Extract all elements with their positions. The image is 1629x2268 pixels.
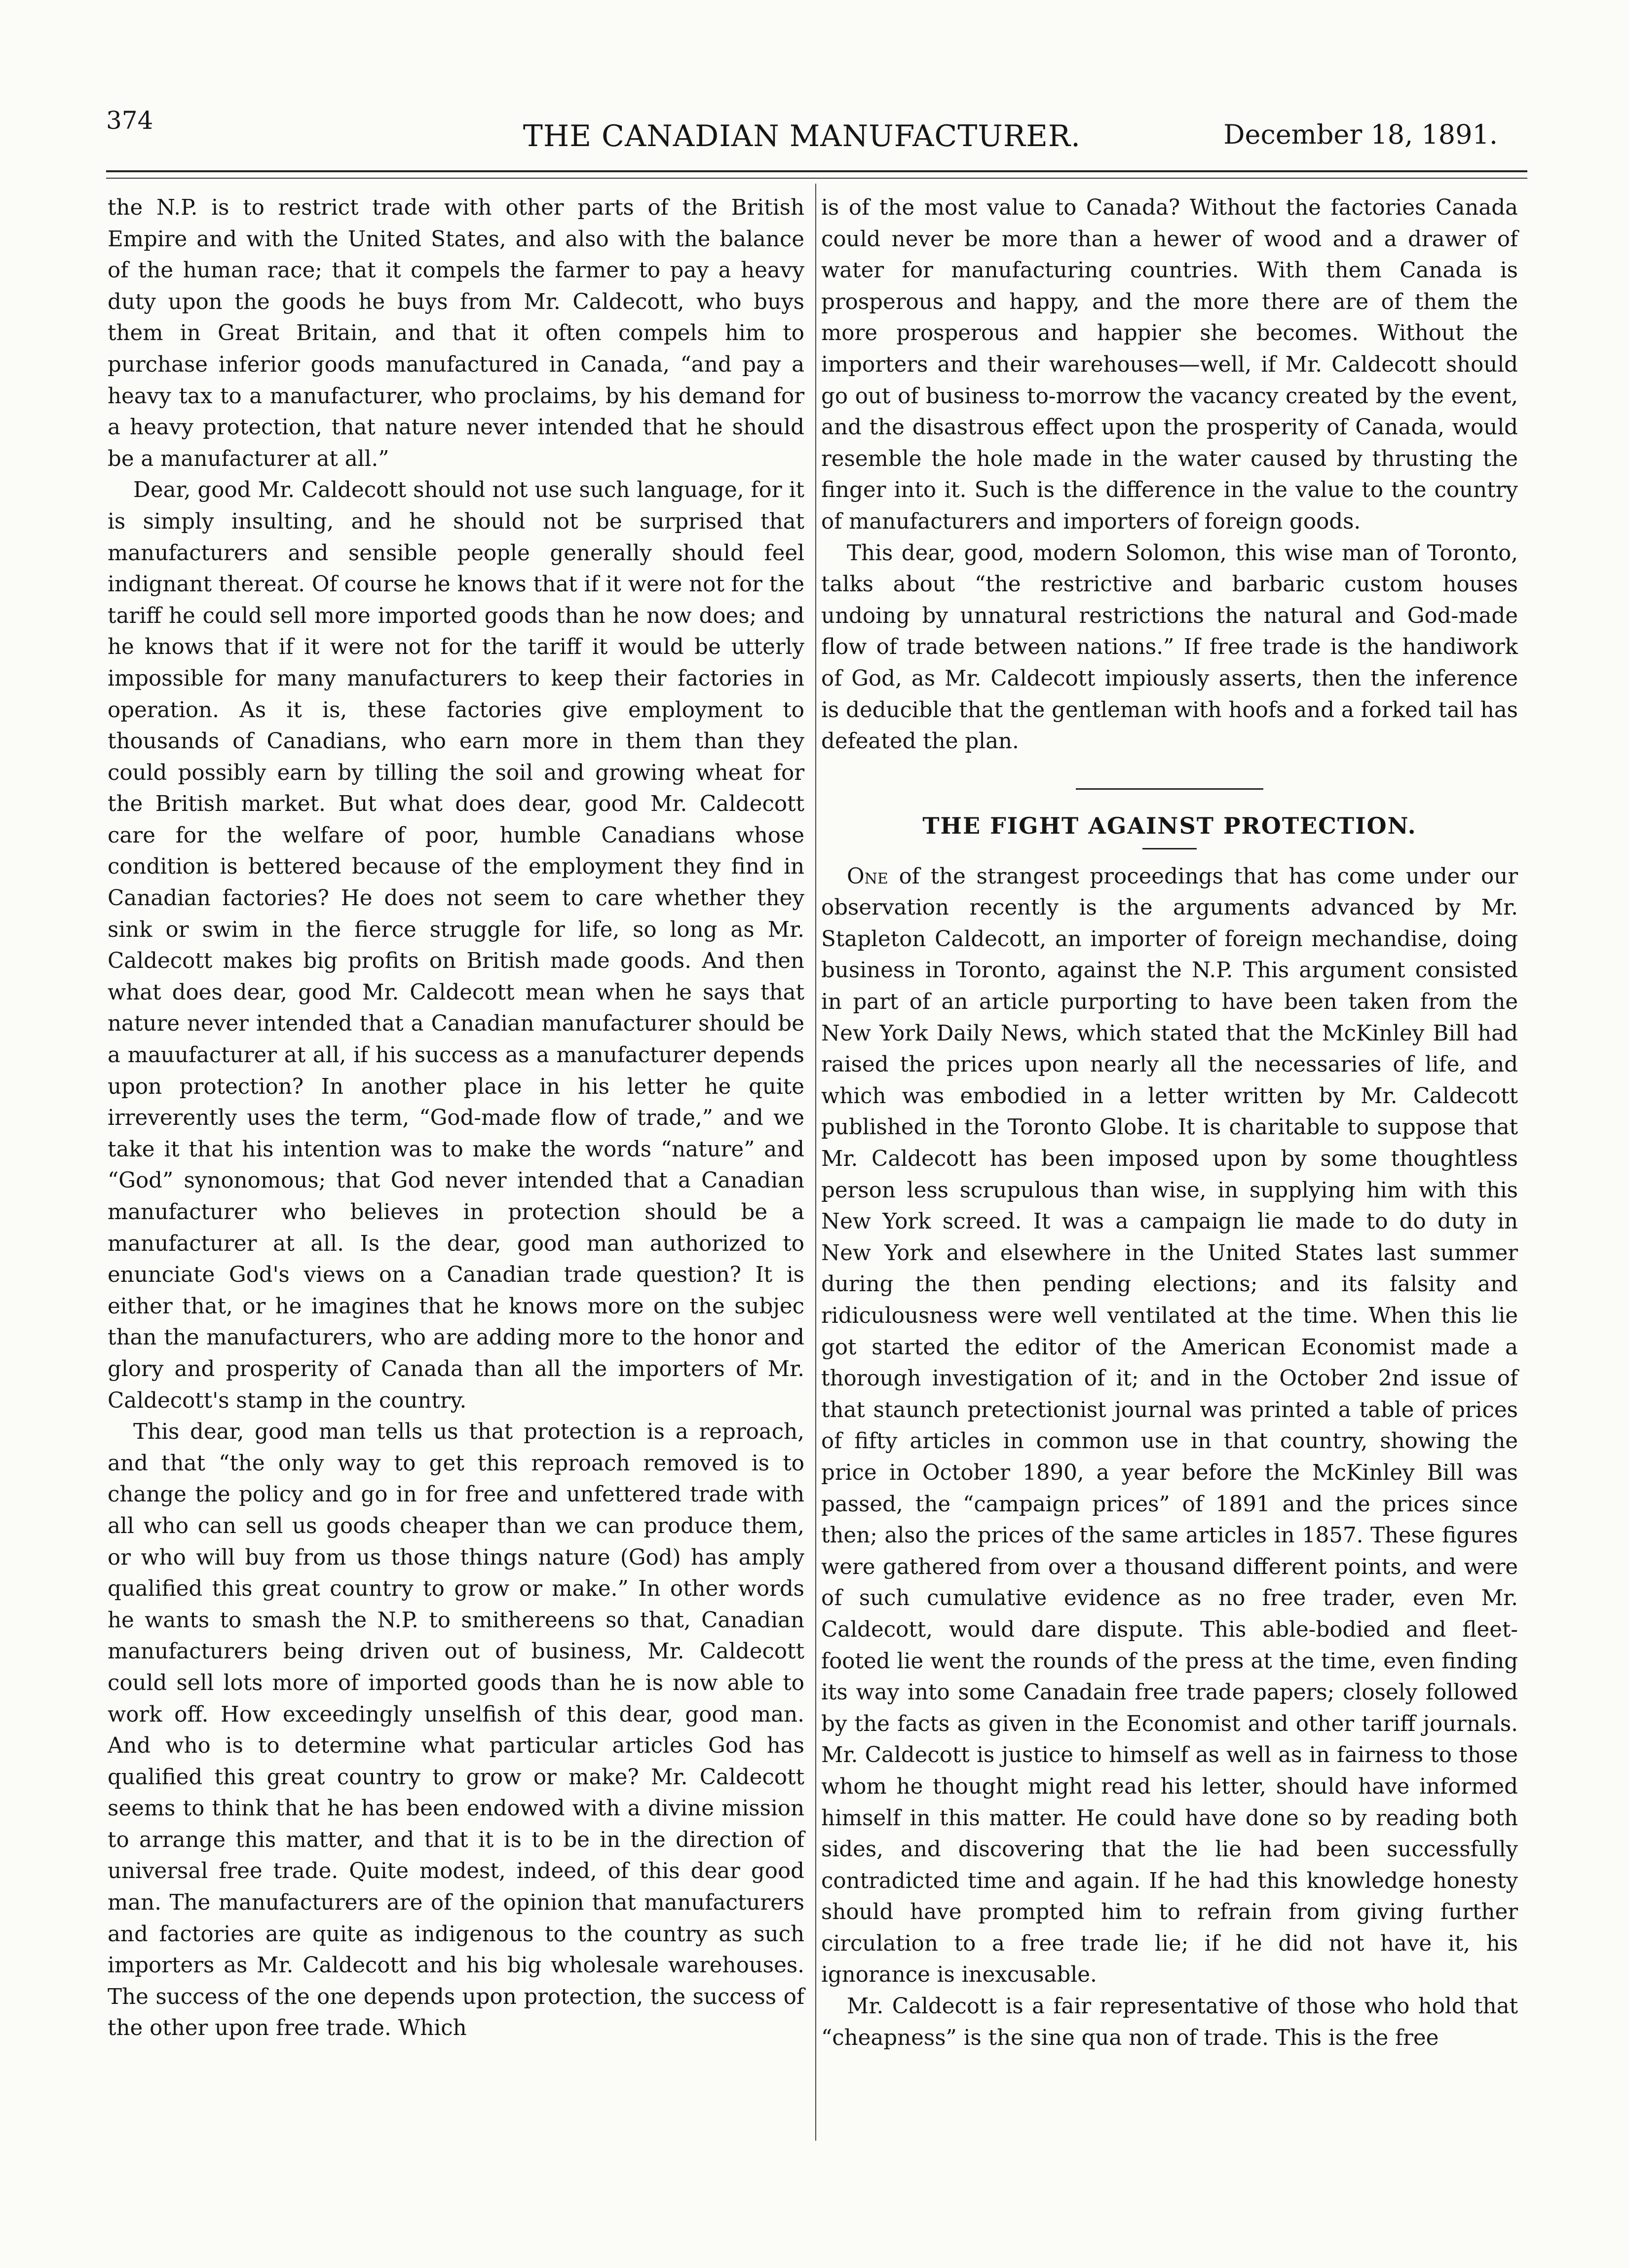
left-paragraph-1: the N.P. is to restrict trade with other parts of the British Empire and with the United States, and also with the balance of the human race; that it compels the farmer to pay a heavy duty upon the goods he buys from Mr. Caldecott, who buys them in Great Britain, and that it often compels him to purchase inferior goods manufactured in Canada, “and pay a heavy tax to a manufacturer, who proclaims, by his demand for a heavy protection, that nature never intended that he should be a manufacturer at all.”	[108, 195, 804, 471]
header-rule-thin	[106, 178, 1527, 179]
section-divider	[1076, 788, 1263, 790]
left-paragraph-3: This dear, good man tells us that protection is a reproach, and that “the only way to get this reproach removed is to change the policy and go in for free and unfettered trade with all who can sell us goods cheaper than we can produce them, or who will buy from us those things nature (God) has amply qualified this great country to grow or make.” In other words he wants to smash the N.P. to smithereens so that, Canadian manufacturers being driven out of business, Mr. Caldecott could sell lots more of imported goods than he is now able to work off. How exceedingly unselfish of this dear, good man. And who is to determine what particular articles God has qualified this great country to grow or make? Mr. Caldecott seems to think that he has been endowed with a divine mission to arrange this matter, and that it is to be in the direction of universal free trade. Quite modest, indeed, of this dear good man. The manufacturers are of the opinion that manufacturers and factories are quite as indigenous to the country as such importers as Mr. Caldecott and his big wholesale warehouses. The success of the one depends upon protection, the success of the other upon free trade. Which	[108, 1420, 804, 2041]
header-rule-thick	[106, 170, 1527, 172]
right-paragraph-1: is of the most value to Canada? Without the factories Canada could never be more than a hewer of wood and a drawer of water for manufacturing countries. With them Canada is prosperous and happy, and the more there are of them the more prosperous and happier she becomes. Without the importers and their warehouses—well, if Mr. Caldecott should go out of business to-morrow the vacancy created by the event, and the disastrous effect upon the prosperity of Canada, would resemble the hole made in the water caused by thrusting the finger into it. Such is the difference in the value to the country of manufacturers and importers of foreign goods.	[821, 195, 1518, 534]
right-paragraph-4: Mr. Caldecott is a fair representative of those who hold that “cheapness” is the sine qua non of trade. This is the free	[821, 1994, 1518, 2050]
journal-title: THE CANADIAN MANUFACTURER.	[523, 119, 1081, 154]
left-column	[108, 192, 804, 2044]
column-divider	[815, 184, 816, 2141]
running-head	[106, 106, 1498, 160]
lead-word: One	[847, 864, 888, 889]
page-number: 374	[106, 106, 153, 135]
title-underline	[1142, 848, 1197, 849]
right-paragraph-3	[821, 861, 1518, 1991]
left-paragraph-2: Dear, good Mr. Caldecott should not use such language, for it is simply insulting, and he should not be surprised that manufacturers and sensible people generally should feel indignant thereat. Of course he knows that if it were not for the tariff he could sell more imported goods than he now does; and he knows that if it were not for the tariff it would be utterly impossible for many manufacturers to keep their factories in operation. As it is, these factories give employment to thousands of Canadians, who earn more in them than they could possibly earn by tilling the soil and growing wheat for the British market. But what does dear, good Mr. Caldecott care for the welfare of poor, humble Canadians whose condition is bettered because of the employment they find in Canadian factories? He does not seem to care whether they sink or swim in the fierce struggle for life, so long as Mr. Caldecott makes big profits on British made goods. And then what does dear, good Mr. Caldecott mean when he says that nature never intended that a Canadian manufacturer should be a mauufacturer at all, if his success as a manufacturer depends upon protection? In another place in his letter he quite irreverently uses the term, “God-made flow of trade,” and we take it that his intention was to make the words “nature” and “God” synonomous; that God never intended that a Canadian manufacturer who believes in protection should be a manufacturer at all. Is the dear, good man authorized to enunciate God's views on a Canadian trade question? It is either that, or he imagines that he knows more on the subjec than the manufacturers, who are adding more to the honor and glory and prosperity of Canada than all the importers of Mr. Caldecott's stamp in the country.	[108, 478, 804, 1413]
right-paragraph-3-text: of the strangest proceedings that has come under our observation recently is the arguments advanced by Mr. Stapleton Caldecott, an importer of foreign mechandise, doing business in Toronto, against the N.P. This argument consisted in part of an article purporting to have been taken from the New York Daily News, which stated that the McKinley Bill had raised the prices upon nearly all the necessaries of life, and which was embodied in a letter written by Mr. Caldecott published in the Toronto Globe. It is charitable to suppose that Mr. Caldecott has been imposed upon by some thoughtless person less scrupulous than wise, in supplying him with this New York screed. It was a campaign lie made to do duty in New York and elsewhere in the United States last summer during the then pending elections; and its falsity and ridiculousness were well ventilated at the time. When this lie got started the editor of the American Economist made a thorough investigation of it; and in the October 2nd issue of that staunch pretectionist journal was printed a table of prices of fifty articles in common use in that country, showing the price in October 1890, a year before the McKinley Bill was passed, the “campaign prices” of 1891 and the prices since then; also the prices of the same articles in 1857. These figures were gathered from over a thousand different points, and were of such cumulative evidence as no free trader, even Mr. Caldecott, would dare dispute. This able-bodied and fleet-footed lie went the rounds of the press at the time, even finding its way into some Canadain free trade papers; closely followed by the facts as given in the Economist and other tariff journals. Mr. Caldecott is justice to himself as well as in fairness to those whom he thought might read his letter, should have informed himself in this matter. He could have done so by reading both sides, and discovering that the lie had been successfully contradicted time and again. If he had this knowledge honesty should have prompted him to refrain from giving further circulation to a free trade lie; if he did not have it, his ignorance is inexcusable.	[821, 864, 1518, 1988]
issue-date: December 18, 1891.	[1223, 119, 1498, 150]
right-column	[821, 192, 1518, 2054]
right-paragraph-2: This dear, good, modern Solomon, this wise man of Toronto, talks about “the restrictive and barbaric custom houses undoing by unnatural restrictions the natural and God-made flow of trade between nations.” If free trade is the handiwork of God, as Mr. Caldecott impiously asserts, then the inference is deducible that the gentleman with hoofs and a forked tail has defeated the plan.	[821, 540, 1518, 754]
section-title: THE FIGHT AGAINST PROTECTION.	[922, 812, 1417, 839]
